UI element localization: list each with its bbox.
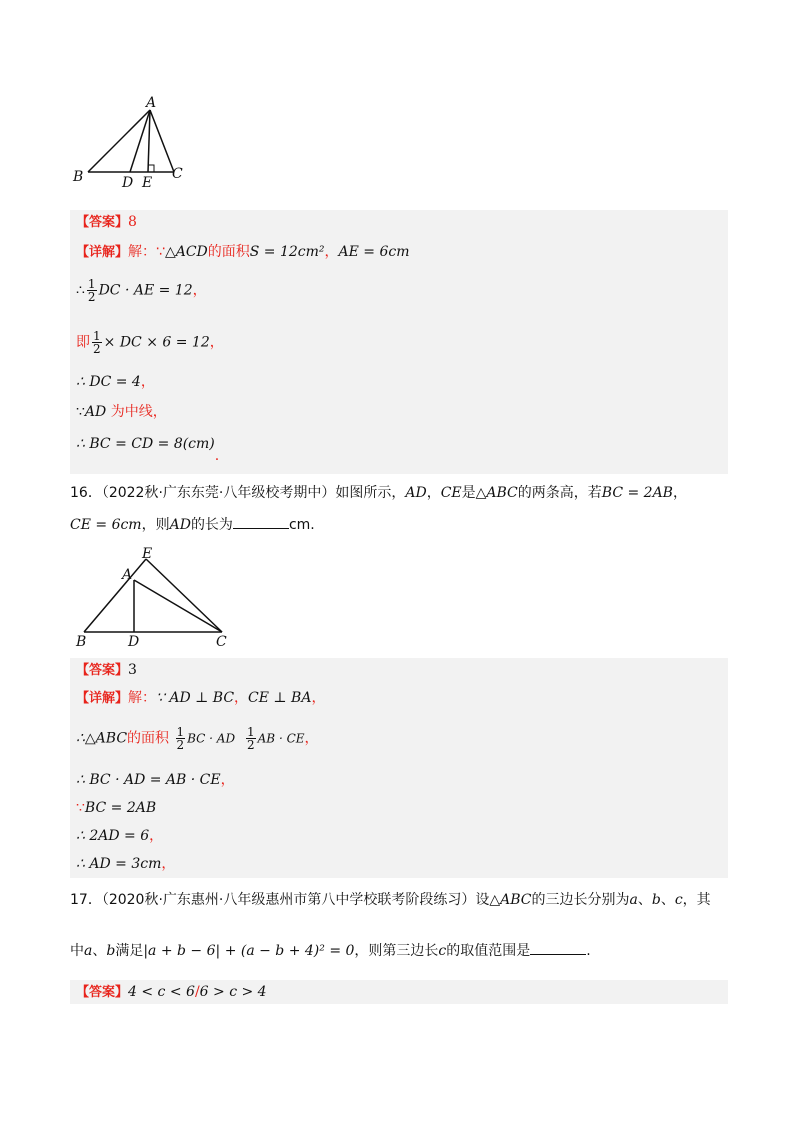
math: AE = 6cm <box>338 244 410 260</box>
question-17-line-2 <box>70 940 591 962</box>
triangle-figure-1 <box>70 92 190 192</box>
answer-blank[interactable] <box>530 940 586 955</box>
label-C: C <box>216 634 227 650</box>
answer-tag: 【答案】 <box>76 985 129 1000</box>
math: AD <box>405 485 427 501</box>
math: CE <box>440 485 462 501</box>
text: . <box>586 943 591 959</box>
math: ∴ DC = 4 <box>76 374 141 390</box>
detail-line-4 <box>76 798 156 818</box>
math: AD <box>84 404 107 420</box>
math: × DC × 6 = 12 <box>103 334 210 351</box>
detail-tag: 【详解】 <box>76 691 129 706</box>
math: AD <box>169 517 191 533</box>
detail-line-1 <box>76 688 325 709</box>
label-A: A <box>122 567 133 583</box>
detail-line-3 <box>76 770 235 790</box>
question-17-line-1 <box>70 889 711 911</box>
text: ， <box>311 690 326 706</box>
math: CE ⊥ BA <box>248 690 312 706</box>
text: 的长为 <box>190 517 233 533</box>
numerator: 1 <box>93 329 101 343</box>
text: 满足 <box>115 943 144 959</box>
math: a <box>629 892 638 908</box>
text: 的两条高，若 <box>517 485 602 501</box>
text: ，其 <box>682 892 711 908</box>
math: ∴ 2AD = 6 <box>76 828 150 844</box>
text: ， <box>304 730 319 747</box>
math: ∴ BC · AD = AB · CE <box>76 772 221 788</box>
math: △ABC <box>489 892 532 908</box>
text: 的面积 <box>207 244 250 260</box>
answer-blank[interactable] <box>233 514 289 529</box>
fraction <box>87 278 97 303</box>
detail-line-2 <box>76 278 207 303</box>
numerator: 1 <box>87 277 96 291</box>
math: b <box>651 892 661 908</box>
text: 是 <box>461 485 476 501</box>
text: 即 <box>76 334 90 351</box>
label-D: D <box>122 175 134 191</box>
text: ， <box>426 485 441 501</box>
text: ，则第三边长 <box>354 943 439 959</box>
text: ∴ <box>76 282 85 299</box>
text: cm. <box>288 517 315 533</box>
math: CE = 6cm <box>70 517 142 533</box>
detail-line-6 <box>76 854 175 874</box>
label-B: B <box>76 634 87 650</box>
numerator: 1 <box>247 725 255 739</box>
label-E: E <box>142 175 153 191</box>
answer-block-17 <box>70 980 728 1004</box>
math: a <box>84 943 93 959</box>
text: ， <box>149 828 164 844</box>
math: c <box>674 892 683 908</box>
text: ∵ <box>76 800 85 816</box>
math: BC = 2AB <box>84 800 157 816</box>
detail-line-3 <box>76 330 224 355</box>
answer-value: 8 <box>128 214 137 230</box>
fraction <box>246 726 256 751</box>
denominator: 2 <box>87 290 96 304</box>
text: 、 <box>637 892 652 908</box>
math: BC · AD <box>187 731 236 746</box>
text: 解： <box>128 690 157 706</box>
text: 、 <box>660 892 675 908</box>
detail-line-5 <box>76 402 167 422</box>
answer-value: 3 <box>128 662 137 678</box>
answer-line <box>76 660 137 681</box>
label-B: B <box>73 169 84 185</box>
detail-line-2 <box>76 726 319 751</box>
answer-line <box>76 982 267 1003</box>
math: b <box>106 943 116 959</box>
math: |a + b − 6| + (a − b + 4)² = 0 <box>143 943 355 959</box>
answer-tag: 【答案】 <box>76 215 129 230</box>
text: ， <box>234 690 249 706</box>
math: BC = 2AB <box>601 485 673 501</box>
text: ， <box>672 485 687 501</box>
text: ， <box>140 374 155 390</box>
text: ， <box>324 244 339 260</box>
question-16-line-1 <box>70 482 687 504</box>
answer-value: 6 > c > 4 <box>199 984 267 1000</box>
math: c <box>438 943 447 959</box>
label-A: A <box>146 95 157 111</box>
text: 为中线， <box>110 404 167 420</box>
triangle-figure-2 <box>72 546 242 652</box>
text: ∵ <box>76 404 85 420</box>
math: S = 12cm² <box>249 244 325 260</box>
answer-tag: 【答案】 <box>76 663 129 678</box>
math: ∴ BC = CD = 8(cm) <box>76 436 215 452</box>
fraction <box>92 330 102 355</box>
text: ， <box>209 334 224 351</box>
math: DC · AE = 12 <box>98 282 193 299</box>
detail-line-5 <box>76 826 163 846</box>
text: 的三边长分别为 <box>531 892 630 908</box>
math: ∵ AD ⊥ BC <box>156 690 235 706</box>
text: 解：∵ <box>128 244 165 260</box>
math: AB · CE <box>257 731 305 746</box>
answer-block-15 <box>70 210 728 474</box>
math: △ACD <box>164 244 208 260</box>
question-16-line-2 <box>70 514 315 536</box>
text: 中 <box>70 943 84 959</box>
label-C: C <box>172 166 183 182</box>
numerator: 1 <box>176 725 185 739</box>
text: 17．（2020秋·广东惠州·八年级惠州市第八中学校联考阶段练习）设 <box>70 892 490 908</box>
text: 、 <box>92 943 107 959</box>
fraction <box>176 726 186 751</box>
detail-line-4 <box>76 372 155 392</box>
denominator: 2 <box>93 342 101 356</box>
math: ∴ AD = 3cm <box>76 856 162 872</box>
text: 16．（2022秋·广东东莞·八年级校考期中）如图所示， <box>70 485 406 501</box>
text: ， <box>192 282 207 299</box>
text: 的面积 <box>127 730 170 747</box>
separator: / <box>194 984 200 1000</box>
text: ， <box>220 772 235 788</box>
denominator: 2 <box>247 738 255 752</box>
label-E: E <box>142 546 153 562</box>
answer-line <box>76 212 137 233</box>
math: △ABC <box>475 485 518 501</box>
text: 的取值范围是 <box>446 943 531 959</box>
detail-tag: 【详解】 <box>76 245 129 260</box>
detail-line-6 <box>76 434 220 464</box>
answer-value: 4 < c < 6 <box>128 984 195 1000</box>
text: . <box>214 448 220 464</box>
detail-line-1 <box>76 242 410 263</box>
text: ， <box>161 856 176 872</box>
denominator: 2 <box>176 738 185 752</box>
label-D: D <box>128 634 140 650</box>
text: ，则 <box>141 517 170 533</box>
math: ∴△ABC <box>76 730 128 747</box>
answer-block-16 <box>70 658 728 878</box>
